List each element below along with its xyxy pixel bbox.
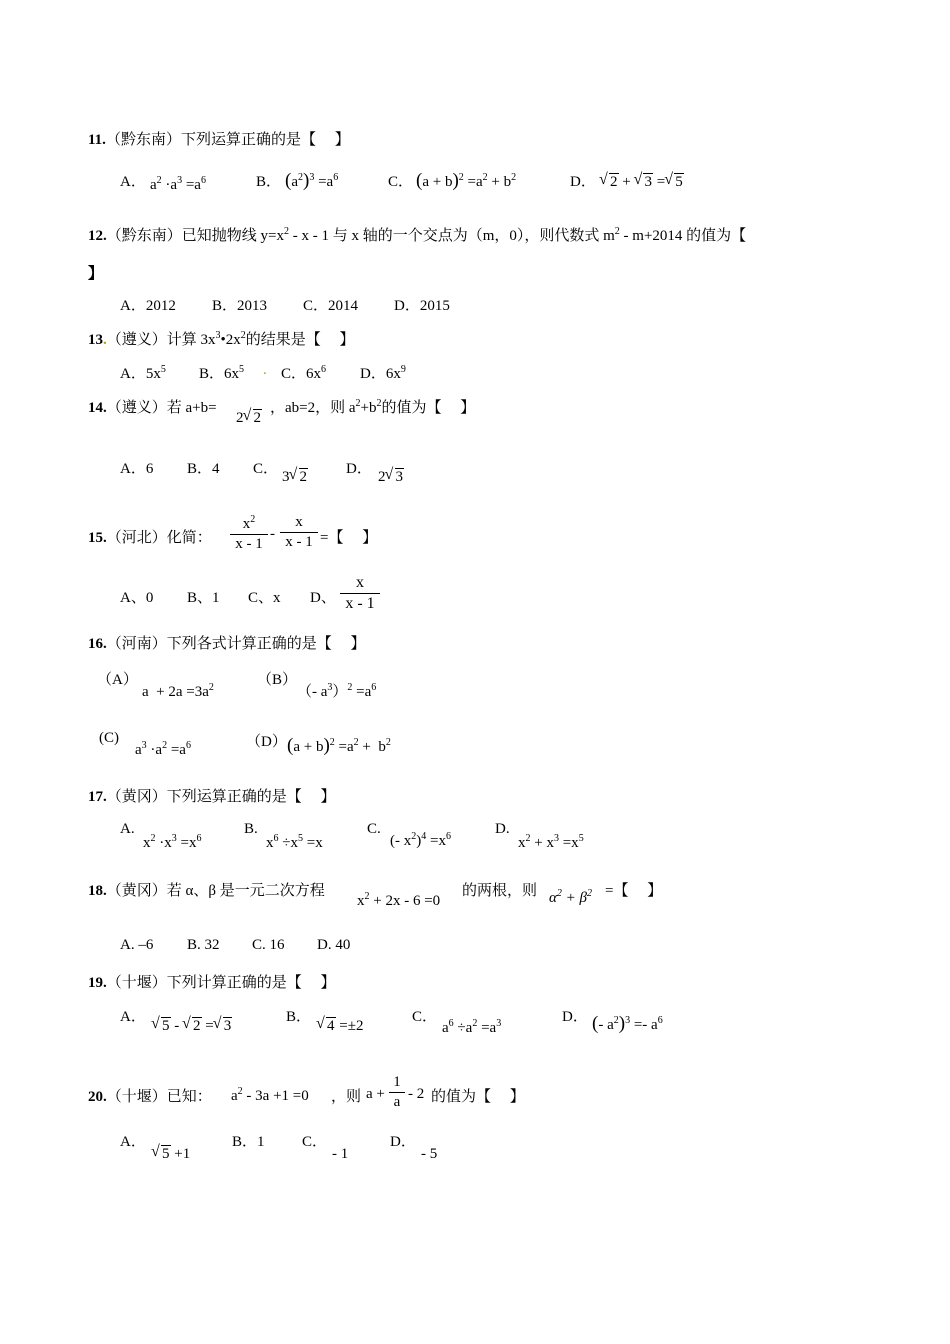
option-d-label: D． xyxy=(562,1009,588,1025)
option-b-math: （- $a^3)^2 =a^6$ xyxy=(297,682,377,700)
option-a-math: √ 5 - √ 2 = √ 3 xyxy=(151,1015,232,1034)
option-c-math: 3 √ 2 xyxy=(282,466,307,485)
option-b: B、1 xyxy=(187,590,220,606)
question-text: （黄冈）下列运算正确的是【 】 xyxy=(106,789,336,805)
question-text: （十堰）已知： xyxy=(106,1089,212,1105)
math-2root2: 2 √ 2 xyxy=(236,407,261,426)
option-c-math: (- $x^2)^4 =x^6$ xyxy=(390,831,451,849)
option-c-math: $a^6 \div a^2 =a^3$ xyxy=(442,1018,502,1036)
question-text-cont: =【 】 xyxy=(605,883,663,899)
question-17 xyxy=(88,785,336,806)
option-b-label: B. xyxy=(244,821,258,837)
dot-mark: . xyxy=(103,332,107,348)
option-c-label: C． xyxy=(302,1134,328,1150)
option-b-label: B． xyxy=(286,1009,312,1025)
superscript: 2 xyxy=(240,330,246,341)
option-d-math: - 5 xyxy=(421,1146,438,1162)
option-d: D．2015 xyxy=(394,298,450,314)
question-12 xyxy=(88,224,746,245)
question-number: 12. xyxy=(88,228,107,244)
option-d-math: $(a + b)^2 =a^2 + b^2$ xyxy=(287,735,391,756)
option-d: D．$6x^9$ xyxy=(360,364,406,382)
option-b: B．1 xyxy=(232,1134,265,1150)
option-b-math: √ 4 =±2 xyxy=(316,1015,364,1034)
question-text: （黔东南）已知抛物线 y=x xyxy=(106,228,284,244)
fraction-x2-over-x-1: $x^2$ x - 1 xyxy=(230,514,268,553)
fraction-1-over-a: 1 a xyxy=(389,1074,405,1111)
option-d-label: D． xyxy=(346,461,372,477)
option-a-math: √ 5 +1 xyxy=(151,1143,191,1162)
question-19 xyxy=(88,971,336,992)
equation: $x^2 + 2x - 6 =0$ xyxy=(357,891,441,909)
alpha-beta-expr: $\alpha^2 + \beta^2$ xyxy=(549,888,592,906)
question-number: 20. xyxy=(88,1089,107,1105)
question-text-cont: ，则 xyxy=(331,1089,362,1105)
option-a: A、0 xyxy=(120,590,154,606)
option-a-math: $a + 2a =3a^2$ xyxy=(142,682,214,700)
option-b-math: $x^6 \div x^5 =x$ xyxy=(266,833,323,851)
question-text-cont: 的结果是【 】 xyxy=(245,332,355,348)
question-text: （黔东南）下列运算正确的是【 】 xyxy=(105,132,350,148)
option-a-label: A． xyxy=(120,1134,146,1150)
option-d: D. 40 xyxy=(317,937,351,953)
option-b-label: （B） xyxy=(257,672,298,688)
option-a: A．2012 xyxy=(120,298,176,314)
question-14-cont: ，ab=2，则 $a^2+b^2$的值为【 】 xyxy=(270,398,476,416)
question-number: 15. xyxy=(88,530,107,546)
question-16 xyxy=(88,632,366,653)
option-a: A．6 xyxy=(120,461,154,477)
question-text: （遵义）计算 3x xyxy=(106,332,216,348)
option-b-label: B． xyxy=(256,174,282,190)
superscript: 3 xyxy=(215,330,221,341)
dot-mark: . xyxy=(263,362,267,378)
expr-prefix: a + xyxy=(366,1086,385,1102)
option-d-label: D． xyxy=(390,1134,416,1150)
option-b: B. 32 xyxy=(187,937,220,953)
option-d-label: D. xyxy=(495,821,510,837)
option-c-label: (C) xyxy=(99,730,119,746)
equation: $a^2 - 3a +1 =0$ xyxy=(231,1086,309,1104)
question-number: 17. xyxy=(88,789,107,805)
option-a-label: A． xyxy=(120,1009,146,1025)
option-b: B．4 xyxy=(187,461,220,477)
question-number: 16. xyxy=(88,636,107,652)
option-c-math: - 1 xyxy=(332,1146,349,1162)
option-d-label: D、 xyxy=(310,590,336,606)
option-a: A. –6 xyxy=(120,937,154,953)
option-d-math: (- $a^2)^3 =- a^6$ xyxy=(592,1013,663,1034)
question-14 xyxy=(88,396,217,417)
question-number: 14. xyxy=(88,400,107,416)
question-12-bracket xyxy=(88,262,103,283)
question-text: （十堰）下列计算正确的是【 】 xyxy=(106,975,336,991)
question-text-cont: •2x xyxy=(220,332,241,348)
question-20 xyxy=(88,1085,212,1106)
superscript: 2 xyxy=(614,226,620,237)
bracket: 】 xyxy=(88,266,104,282)
option-d-label: D． xyxy=(570,174,596,190)
superscript: 2 xyxy=(283,226,289,237)
option-d-label: （D） xyxy=(246,734,287,750)
question-text-cont: - m+2014 的值为【 xyxy=(619,228,747,244)
option-a-label: A． xyxy=(120,174,146,190)
option-c-math: $a^3 \cdot a^2 =a^6$ xyxy=(135,740,191,758)
question-number: 11. xyxy=(88,132,106,148)
option-a-math: $x^2 \cdot x^3 =x^6$ xyxy=(143,833,202,851)
option-b-math: $(a^2)^3 =a^6$ xyxy=(285,170,339,191)
equals-bracket: =【 】 xyxy=(320,530,378,546)
option-c-label: C. xyxy=(367,821,381,837)
question-number: 19. xyxy=(88,975,107,991)
option-c: C、x xyxy=(248,590,281,606)
question-text-cont: - x - 1 与 x 轴的一个交点为（m，0），则代数式 m xyxy=(288,228,615,244)
option-a: A．$5x^5$ xyxy=(120,364,166,382)
option-d-math: √ 2 + √ 3 = √ 5 xyxy=(599,171,683,190)
option-b: B．$6x^5$ xyxy=(199,364,245,382)
question-number: 13 xyxy=(88,332,103,348)
question-15 xyxy=(88,526,212,547)
option-a-label: A. xyxy=(120,821,135,837)
option-c-label: C． xyxy=(388,174,414,190)
fraction-x-over-x-1: x x - 1 xyxy=(280,514,318,551)
question-text: （黄冈）若 α、β 是一元二次方程 xyxy=(106,883,325,899)
minus-sign: - xyxy=(270,526,275,542)
option-d-fraction: x x - 1 xyxy=(340,574,380,613)
question-text: （河北）化简： xyxy=(106,530,212,546)
option-c: C．2014 xyxy=(303,298,359,314)
question-text: （河南）下列各式计算正确的是【 】 xyxy=(106,636,366,652)
option-a-label: （A） xyxy=(97,672,138,688)
question-text-cont: 的两根，则 xyxy=(462,883,538,899)
question-text: （遵义）若 a+b= xyxy=(106,400,217,416)
question-18 xyxy=(88,879,325,900)
option-d-math: $x^2 + x^3 =x^5$ xyxy=(518,833,584,851)
option-c-label: C． xyxy=(253,461,279,477)
question-13 xyxy=(88,328,355,349)
option-b: B．2013 xyxy=(212,298,268,314)
expr-suffix: - 2 xyxy=(408,1086,425,1102)
option-c: C. 16 xyxy=(252,937,285,953)
option-c-math: $(a + b)^2 =a^2 + b^2$ xyxy=(416,170,517,191)
question-number: 18. xyxy=(88,883,107,899)
option-c: C．$6x^6$ xyxy=(281,364,327,382)
question-text-cont: 的值为【 】 xyxy=(431,1089,525,1105)
option-d-math: 2 √ 3 xyxy=(378,466,403,485)
question-11 xyxy=(88,128,350,149)
option-c-label: C． xyxy=(412,1009,438,1025)
option-a-math: $a^2 \cdot a^3 =a^6$ xyxy=(150,175,206,193)
